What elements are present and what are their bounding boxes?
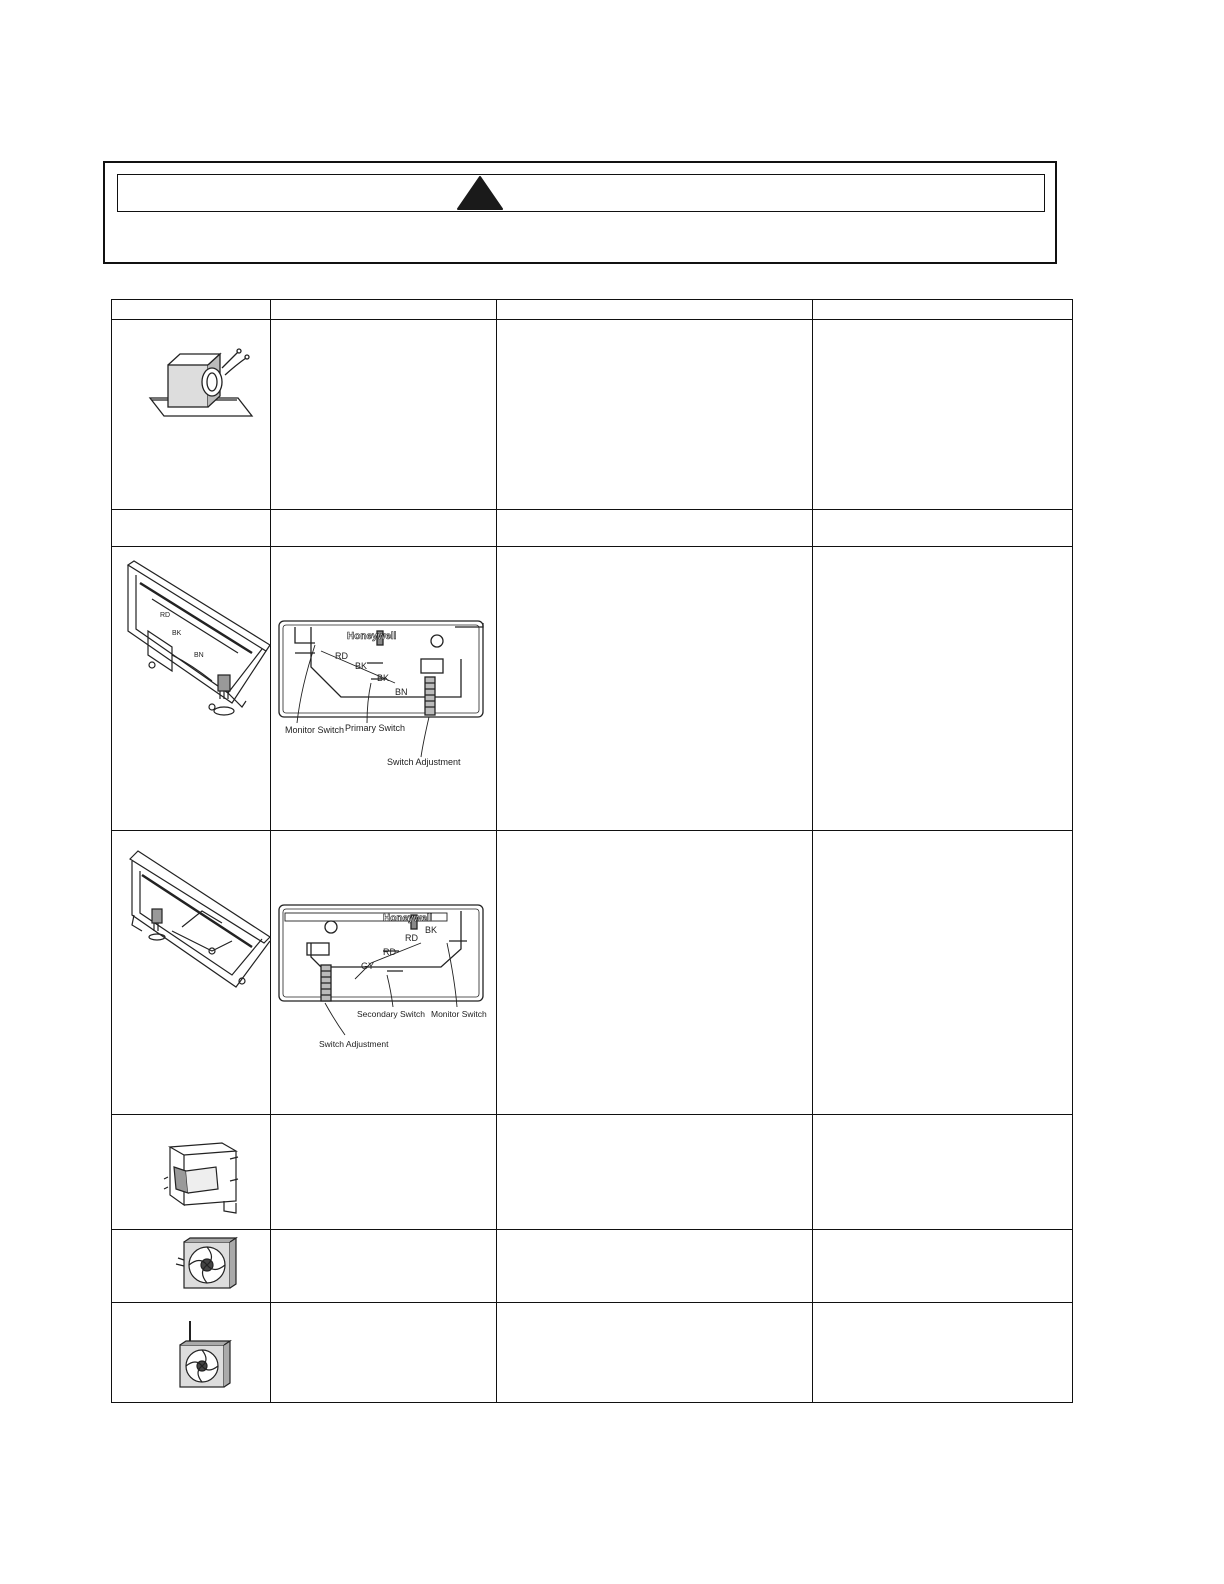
header-cell — [813, 300, 1073, 320]
table-cell — [271, 510, 497, 547]
table-cell — [813, 1115, 1073, 1230]
table-cell — [271, 1115, 497, 1230]
callout-label: Primary Switch — [345, 723, 406, 733]
warning-triangle-icon — [457, 176, 503, 210]
header-cell — [497, 300, 813, 320]
table-row — [112, 1303, 1073, 1403]
image-cell — [112, 1115, 271, 1230]
wire-label: RD — [383, 947, 396, 957]
table-row — [112, 1115, 1073, 1230]
table-cell — [813, 547, 1073, 831]
wire-label: GY — [361, 961, 375, 971]
primary-switch-diagram — [271, 547, 497, 827]
table-cell — [497, 320, 813, 510]
cooling-fan-icon — [112, 1230, 271, 1299]
svg-text:RD: RD — [160, 612, 171, 619]
image-cell — [112, 1303, 271, 1403]
table-row — [112, 1230, 1073, 1303]
secondary-switch-diagram — [271, 831, 497, 1111]
table-cell — [271, 1230, 497, 1303]
wire-label: BN — [395, 687, 408, 697]
callout-label: Monitor Switch — [285, 725, 345, 735]
warning-box — [103, 161, 1057, 264]
wire-label: RD — [335, 651, 348, 661]
wire-label: BK — [425, 925, 438, 935]
table-cell — [497, 510, 813, 547]
callout-label: Switch Adjustment — [319, 1039, 389, 1049]
header-cell — [112, 300, 271, 320]
table-cell — [497, 547, 813, 831]
table-cell — [497, 1303, 813, 1403]
brand-label: Honeywell — [347, 631, 397, 642]
svg-text:BK: BK — [172, 630, 182, 637]
table-cell — [112, 510, 271, 547]
wire-label: RD — [405, 933, 418, 943]
transformer-icon — [112, 320, 271, 506]
table-cell — [271, 1303, 497, 1403]
warning-header — [117, 174, 1045, 212]
svg-text:BN: BN — [194, 652, 204, 659]
table-cell — [497, 1115, 813, 1230]
table-cell — [813, 510, 1073, 547]
diagram-cell — [271, 831, 497, 1115]
callout-label: Switch Adjustment — [387, 757, 461, 767]
brand-label: Honeywell — [383, 913, 433, 924]
table-header-row — [112, 300, 1073, 320]
table-cell — [813, 320, 1073, 510]
table-row — [112, 320, 1073, 510]
wire-label: BK — [377, 673, 390, 683]
parts-table — [111, 299, 1073, 1403]
table-row — [112, 831, 1073, 1115]
image-cell — [112, 320, 271, 510]
table-row — [112, 510, 1073, 547]
image-cell — [112, 831, 271, 1115]
image-cell — [112, 547, 271, 831]
diagram-cell — [271, 547, 497, 831]
image-cell — [112, 1230, 271, 1303]
table-cell — [813, 1230, 1073, 1303]
callout-label: Secondary Switch — [357, 1009, 426, 1019]
table-cell — [497, 831, 813, 1115]
wire-label: BK — [355, 661, 368, 671]
door-interlock-switch-left-icon — [112, 547, 271, 827]
door-interlock-switch-right-icon — [112, 831, 271, 1111]
table-cell — [813, 831, 1073, 1115]
cooling-fan-with-wire-icon — [112, 1303, 271, 1399]
high-voltage-transformer-icon — [112, 1115, 271, 1226]
table-row — [112, 547, 1073, 831]
table-cell — [497, 1230, 813, 1303]
table-cell — [813, 1303, 1073, 1403]
table-cell — [271, 320, 497, 510]
header-cell — [271, 300, 497, 320]
callout-label: Monitor Switch — [431, 1009, 487, 1019]
